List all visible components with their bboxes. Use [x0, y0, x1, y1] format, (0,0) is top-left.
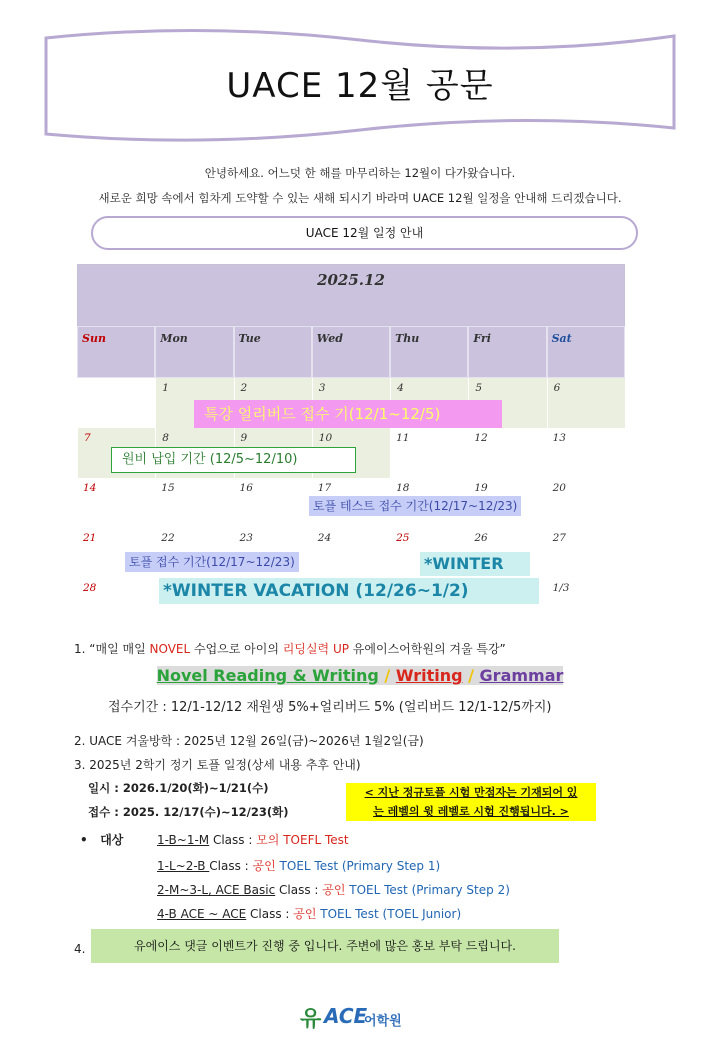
- day-cell: 26: [474, 532, 488, 544]
- target-row: [157, 905, 461, 922]
- item-1-quote-open: “매일 매일: [89, 642, 150, 656]
- target-test-type: 공인: [293, 907, 321, 921]
- item-1-mid: 수업으로 아이의: [190, 642, 283, 656]
- weekday-fri: Fri: [468, 326, 546, 378]
- item-3-title: 3. 2025년 2학기 정기 토플 일정(상세 내용 추후 안내): [74, 758, 361, 772]
- target-class: Class :: [275, 883, 323, 897]
- event-toefl-registration: 토플 접수 기간(12/17~12/23): [125, 552, 299, 572]
- intro-line-1: 안녕하세요. 어느덧 한 해를 마무리하는 12월이 다가왔습니다.: [204, 166, 516, 180]
- day-cell: 23: [239, 532, 253, 544]
- schedule-label: UACE 12월 일정 안내: [91, 216, 638, 250]
- target-test: TOEL Test (Primary Step 2): [349, 883, 510, 897]
- academy-logo: [300, 998, 420, 1034]
- day-cell: 13: [552, 432, 566, 444]
- day-cell: [77, 378, 155, 428]
- day-cell: 6: [547, 378, 625, 428]
- day-cell: 17: [317, 482, 332, 494]
- intro-line-2: 새로운 희망 속에서 힘차게 도약할 수 있는 새해 되시기 바라며 UACE 12월 일정을 안내해 드리겠습니다.: [98, 191, 622, 205]
- event-winter: *WINTER: [420, 552, 530, 576]
- day-cell: 22: [161, 532, 175, 544]
- logo-brand: ACE: [324, 1004, 368, 1028]
- target-level: 1-B~1-M: [157, 833, 210, 847]
- course-grammar: Grammar: [479, 666, 564, 685]
- day-cell: 2: [234, 378, 312, 428]
- target-test: TOEL Test (TOEL Junior): [320, 907, 462, 921]
- day-cell: 27: [552, 532, 566, 544]
- event-winter-vacation: *WINTER VACATION (12/26~1/2): [159, 578, 539, 604]
- registration-period: 접수기간 : 12/1-12/12 재원생 5%+얼리버드 5% (얼리버드 12/1-12/5까지): [108, 700, 552, 715]
- event-earlybird: 특강 얼리버드 접수 기(12/1~12/5): [194, 400, 502, 428]
- day-cell: 16: [239, 482, 253, 494]
- toefl-notice-line-2: 는 레벨의 윗 레벨로 시험 진행됩니다. >: [373, 805, 569, 818]
- course-separator: /: [462, 666, 480, 685]
- toefl-date: 일시 : 2026.1/20(화)~1/21(수): [88, 781, 269, 795]
- day-cell: 3: [312, 378, 390, 428]
- day-cell: 19: [474, 482, 488, 494]
- weekday-sat: Sat: [547, 326, 625, 378]
- day-cell: 8: [155, 428, 233, 478]
- day-cell: 15: [161, 482, 175, 494]
- weekday-tue: Tue: [234, 326, 312, 378]
- calendar-week-2: [77, 428, 625, 478]
- day-cell: 12: [474, 432, 488, 444]
- target-class: Class :: [246, 907, 294, 921]
- item-1-end: 유에이스어학원의 겨울 특강”: [348, 642, 506, 656]
- item-1: [74, 640, 506, 657]
- target-level: 1-L~2-B: [157, 859, 210, 873]
- calendar-week-4: [77, 528, 625, 578]
- day-cell: 1: [155, 378, 233, 428]
- course-writing: Writing: [395, 666, 463, 685]
- target-label: [80, 831, 123, 848]
- day-cell: 5: [468, 378, 546, 428]
- calendar-week-5: [77, 578, 625, 608]
- logo-suffix: 어학원: [364, 1014, 402, 1029]
- day-cell: 1/3: [552, 582, 570, 594]
- day-cell: 9: [234, 428, 312, 478]
- target-row: [157, 857, 440, 874]
- item-1-number: 1.: [74, 642, 86, 656]
- target-test-type: 공인: [322, 883, 350, 897]
- toefl-registration: 접수 : 2025. 12/17(수)~12/23(화): [88, 805, 289, 819]
- comment-event-banner: 유에이스 댓글 이벤트가 진행 중 입니다. 주변에 많은 홍보 부탁 드립니다.: [91, 929, 559, 963]
- target-test-type: 공인: [252, 859, 280, 873]
- course-separator: /: [378, 666, 396, 685]
- day-cell: 4: [390, 378, 468, 428]
- day-cell: 24: [317, 532, 332, 544]
- target-class: Class :: [209, 859, 253, 873]
- day-cell: 7: [77, 428, 155, 478]
- item-2: 2. UACE 겨울방학 : 2025년 12월 26일(금)~2026년 1월2일(금): [74, 734, 424, 748]
- calendar-week-1: [77, 378, 625, 428]
- target-level: 4-B ACE ~ ACE: [157, 907, 247, 921]
- day-cell: 21: [83, 532, 97, 544]
- weekday-mon: Mon: [155, 326, 233, 378]
- day-cell: 28: [83, 582, 97, 594]
- day-cell: 18: [396, 482, 410, 494]
- target-level: 2-M~3-L, ACE Basic: [157, 883, 276, 897]
- logo-mark: 유: [300, 1007, 322, 1032]
- toefl-notice: [346, 783, 596, 821]
- course-list: [0, 666, 720, 685]
- item-1-reading: 리딩실력 UP: [282, 642, 349, 656]
- toefl-notice-line-1: < 지난 정규토플 시험 만점자는 기재되어 있: [364, 786, 578, 799]
- target-class: Class :: [209, 833, 257, 847]
- calendar: [77, 264, 625, 608]
- target-test: TOEL Test (Primary Step 1): [279, 859, 441, 873]
- calendar-month: 2025.12: [77, 264, 625, 326]
- event-toefl-test: 토플 테스트 접수 기간(12/17~12/23): [309, 496, 521, 516]
- event-tuition: 원비 납입 기간 (12/5~12/10): [111, 447, 356, 473]
- item-1-novel: NOVEL: [149, 642, 191, 656]
- target-heading: 대상: [100, 833, 124, 847]
- day-cell: 25: [396, 532, 410, 544]
- day-cell: 14: [83, 482, 97, 494]
- item-4-number: 4.: [74, 942, 86, 956]
- weekday-sun: Sun: [77, 326, 155, 378]
- target-row: [157, 831, 349, 848]
- course-novel: Novel Reading & Writing: [156, 666, 379, 685]
- bullet: •: [80, 833, 88, 847]
- weekday-thu: Thu: [390, 326, 468, 378]
- day-cell: 10: [312, 428, 390, 478]
- day-cell: 11: [396, 432, 410, 444]
- target-test: 모의 TOEFL Test: [256, 833, 349, 847]
- target-row: [157, 881, 510, 898]
- page-title: UACE 12월 공문: [226, 66, 494, 106]
- day-cell: 20: [552, 482, 566, 494]
- weekday-wed: Wed: [312, 326, 390, 378]
- weekday-row: [77, 326, 625, 378]
- calendar-week-3: [77, 478, 625, 528]
